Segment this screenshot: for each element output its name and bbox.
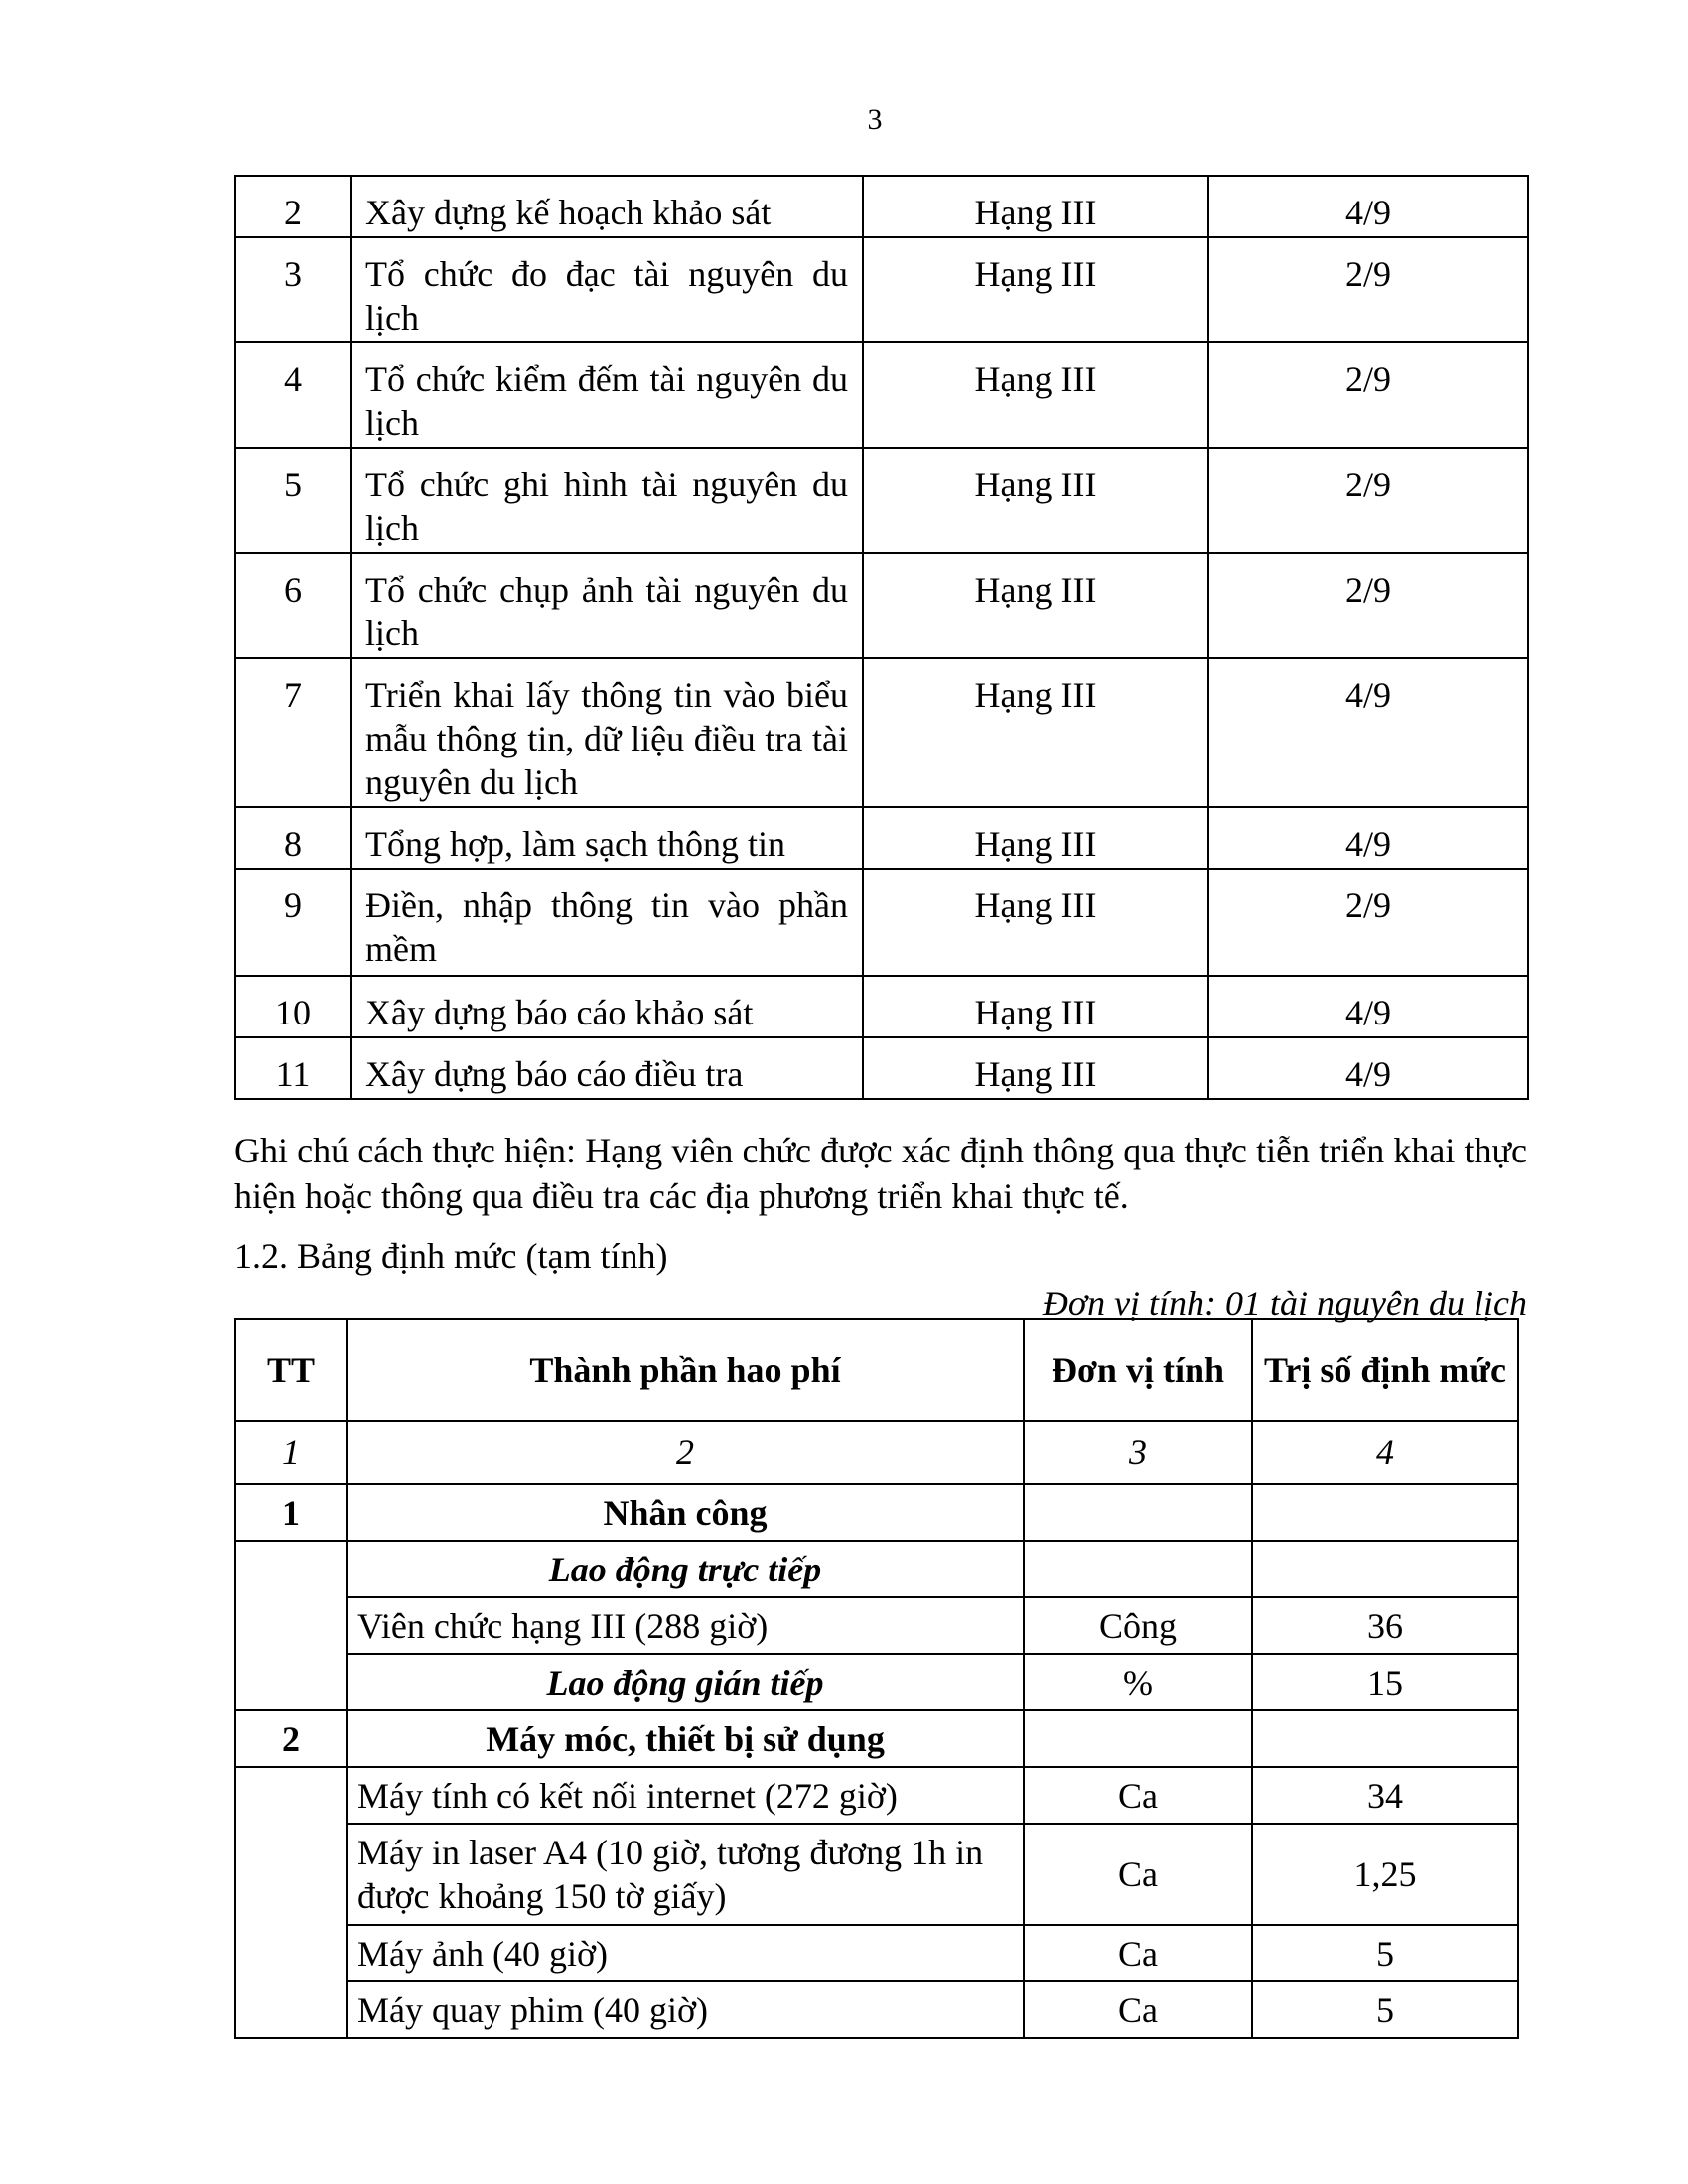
table-row <box>235 807 1528 869</box>
component-name: Máy ảnh (40 giờ) <box>347 1925 1024 1981</box>
row-number: 2 <box>235 176 351 237</box>
empty-cell <box>1252 1484 1518 1541</box>
table-row <box>235 237 1528 342</box>
unit-cell: Công <box>1024 1597 1252 1654</box>
column-number: 3 <box>1024 1421 1252 1484</box>
table-row <box>235 1654 1518 1710</box>
value-cell: 36 <box>1252 1597 1518 1654</box>
table-row <box>235 342 1528 448</box>
table-row <box>235 1824 1518 1925</box>
table-row <box>235 448 1528 553</box>
header-tt: TT <box>235 1319 347 1421</box>
value-cell: 15 <box>1252 1654 1518 1710</box>
staff-rank: Hạng III <box>863 342 1208 448</box>
unit-cell: Ca <box>1024 1981 1252 2038</box>
unit-cell: Ca <box>1024 1925 1252 1981</box>
section-number: 2 <box>235 1710 347 1767</box>
section-row-labor <box>235 1484 1518 1541</box>
task-rank-table <box>234 175 1529 1100</box>
empty-cell <box>235 1541 347 1710</box>
row-number: 6 <box>235 553 351 658</box>
empty-cell <box>1252 1541 1518 1597</box>
task-name: Điền, nhập thông tin vào phần mềm <box>351 869 863 976</box>
time-ratio: 2/9 <box>1208 869 1528 976</box>
subsection-row-direct-labor <box>235 1541 1518 1597</box>
task-name: Tổ chức ghi hình tài nguyên du lịch <box>351 448 863 553</box>
empty-cell <box>235 1767 347 2038</box>
component-name: Máy in laser A4 (10 giờ, tương đương 1h in được khoảng 150 tờ giấy) <box>347 1824 1024 1925</box>
value-cell: 1,25 <box>1252 1824 1518 1925</box>
row-number: 11 <box>235 1037 351 1099</box>
time-ratio: 2/9 <box>1208 448 1528 553</box>
task-name: Tổ chức kiểm đếm tài nguyên du lịch <box>351 342 863 448</box>
task-name: Tổng hợp, làm sạch thông tin <box>351 807 863 869</box>
value-cell: 5 <box>1252 1925 1518 1981</box>
column-number: 2 <box>347 1421 1024 1484</box>
task-name: Xây dựng báo cáo khảo sát <box>351 976 863 1037</box>
table-row <box>235 658 1528 807</box>
section-title: Nhân công <box>347 1484 1024 1541</box>
section-row-equipment <box>235 1710 1518 1767</box>
time-ratio: 2/9 <box>1208 553 1528 658</box>
time-ratio: 2/9 <box>1208 237 1528 342</box>
section-number: 1 <box>235 1484 347 1541</box>
time-ratio: 2/9 <box>1208 342 1528 448</box>
staff-rank: Hạng III <box>863 1037 1208 1099</box>
table-row <box>235 176 1528 237</box>
section-heading: 1.2. Bảng định mức (tạm tính) <box>234 1236 668 1276</box>
task-name: Triển khai lấy thông tin vào biểu mẫu thông tin, dữ liệu điều tra tài nguyên du lịch <box>351 658 863 807</box>
column-number: 1 <box>235 1421 347 1484</box>
staff-rank: Hạng III <box>863 237 1208 342</box>
empty-cell <box>1024 1484 1252 1541</box>
component-name: Máy tính có kết nối internet (272 giờ) <box>347 1767 1024 1824</box>
norm-table <box>234 1318 1519 2039</box>
unit-label: Đơn vị tính: 01 tài nguyên du lịch <box>1042 1284 1527 1323</box>
component-name: Viên chức hạng III (288 giờ) <box>347 1597 1024 1654</box>
row-number: 4 <box>235 342 351 448</box>
table-row <box>235 1767 1518 1824</box>
row-number: 8 <box>235 807 351 869</box>
value-cell: 34 <box>1252 1767 1518 1824</box>
implementation-note: Ghi chú cách thực hiện: Hạng viên chức được xác định thông qua thực tiễn triển khai thực hiện hoặc thông qua điều tra các địa phương triển khai thực tế. <box>234 1131 1527 1216</box>
table-row <box>235 976 1528 1037</box>
subsection-title: Lao động gián tiếp <box>347 1654 1024 1710</box>
table-row <box>235 869 1528 976</box>
row-number: 3 <box>235 237 351 342</box>
task-name: Xây dựng kế hoạch khảo sát <box>351 176 863 237</box>
time-ratio: 4/9 <box>1208 976 1528 1037</box>
staff-rank: Hạng III <box>863 658 1208 807</box>
column-number-row <box>235 1421 1518 1484</box>
task-name: Xây dựng báo cáo điều tra <box>351 1037 863 1099</box>
staff-rank: Hạng III <box>863 553 1208 658</box>
staff-rank: Hạng III <box>863 976 1208 1037</box>
staff-rank: Hạng III <box>863 448 1208 553</box>
column-number: 4 <box>1252 1421 1518 1484</box>
table-row <box>235 1037 1528 1099</box>
section-title: Máy móc, thiết bị sử dụng <box>347 1710 1024 1767</box>
row-number: 9 <box>235 869 351 976</box>
table-row <box>235 1925 1518 1981</box>
table-row <box>235 553 1528 658</box>
empty-cell <box>1024 1710 1252 1767</box>
table-row <box>235 1981 1518 2038</box>
row-number: 7 <box>235 658 351 807</box>
task-name: Tổ chức đo đạc tài nguyên du lịch <box>351 237 863 342</box>
header-value: Trị số định mức <box>1252 1319 1518 1421</box>
row-number: 5 <box>235 448 351 553</box>
unit-cell: Ca <box>1024 1824 1252 1925</box>
time-ratio: 4/9 <box>1208 1037 1528 1099</box>
component-name: Máy quay phim (40 giờ) <box>347 1981 1024 2038</box>
header-row <box>235 1319 1518 1421</box>
row-number: 10 <box>235 976 351 1037</box>
staff-rank: Hạng III <box>863 869 1208 976</box>
header-unit: Đơn vị tính <box>1024 1319 1252 1421</box>
empty-cell <box>1252 1710 1518 1767</box>
header-component: Thành phần hao phí <box>347 1319 1024 1421</box>
time-ratio: 4/9 <box>1208 176 1528 237</box>
unit-cell: Ca <box>1024 1767 1252 1824</box>
table-row <box>235 1597 1518 1654</box>
time-ratio: 4/9 <box>1208 807 1528 869</box>
unit-cell: % <box>1024 1654 1252 1710</box>
staff-rank: Hạng III <box>863 807 1208 869</box>
empty-cell <box>1024 1541 1252 1597</box>
page-number: 3 <box>867 103 883 136</box>
subsection-title: Lao động trực tiếp <box>347 1541 1024 1597</box>
task-name: Tổ chức chụp ảnh tài nguyên du lịch <box>351 553 863 658</box>
time-ratio: 4/9 <box>1208 658 1528 807</box>
value-cell: 5 <box>1252 1981 1518 2038</box>
staff-rank: Hạng III <box>863 176 1208 237</box>
